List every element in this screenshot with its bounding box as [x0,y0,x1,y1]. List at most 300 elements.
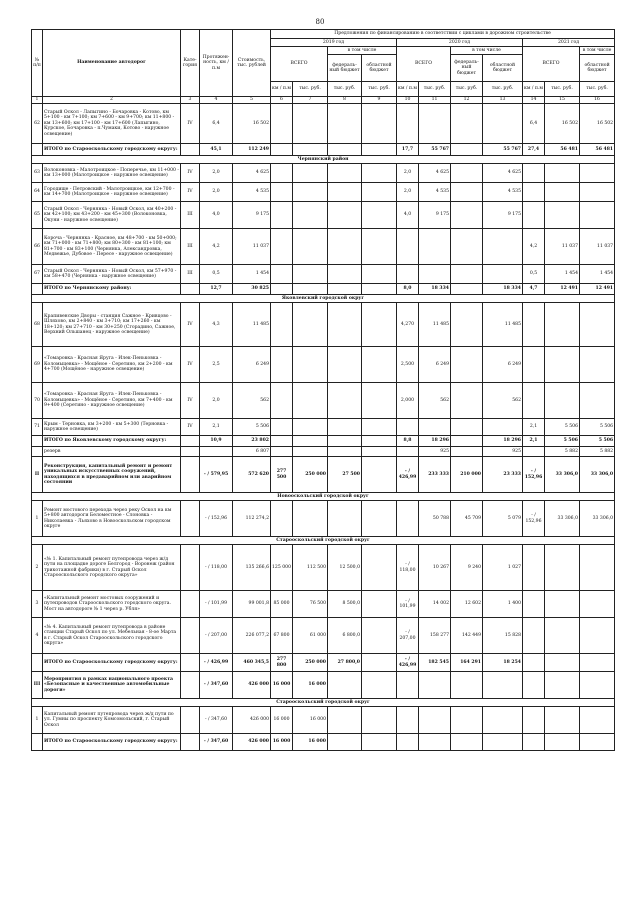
cell-value: IV [181,347,200,383]
cell-value [451,734,483,751]
cell-value: 5 079 [483,501,523,537]
cell-value: 45,1 [200,144,233,156]
table-row [32,419,615,436]
row-number: 3 [32,591,43,618]
cell-value: 2,1 [200,419,233,436]
cell-value: 16 000 [271,707,293,734]
cell-value [451,202,483,229]
column-number: 9 [362,97,397,104]
cell-value [545,734,580,751]
cell-value [397,501,419,537]
column-number-row [32,97,615,104]
total-row [32,144,615,156]
cell-value: 18 296 [419,436,451,447]
row-number: 70 [32,383,43,419]
cell-value [545,591,580,618]
cell-value [293,383,328,419]
cell-value [545,545,580,591]
cell-value: 12 491 [580,284,615,295]
cell-value: 226 077,2 [233,618,271,654]
cell-value [328,672,362,699]
road-name: Капитальный ремонт путепровода через ж/д пути по ул. Гумны по проспекту Комсомольский, г. Старый Оскол [43,707,181,734]
cell-value [362,183,397,202]
cell-value [545,347,580,383]
column-number: 6 [271,97,293,104]
cell-value [523,672,545,699]
cell-value [328,734,362,751]
cell-value: 158 277 [419,618,451,654]
cell-value: 16 000 [271,672,293,699]
row-number: 63 [32,164,43,183]
table-row [32,202,615,229]
cell-value: IV [181,183,200,202]
cell-value: 6,4 [200,104,233,144]
cell-value [181,734,200,751]
cell-value [362,734,397,751]
total-row [32,672,615,699]
header-2019-incl: в том числе [328,47,397,55]
cell-value: 562 [233,383,271,419]
cell-value: 2,0 [200,164,233,183]
column-number: 11 [419,97,451,104]
cell-value [451,436,483,447]
cell-value [271,265,293,284]
table-row [32,265,615,284]
cell-value [362,303,397,347]
cell-value: 562 [419,383,451,419]
cell-value: IV [181,419,200,436]
column-number: 13 [483,97,523,104]
cell-value: - / 347,60 [200,672,233,699]
cell-value: - / 101,99 [200,591,233,618]
section-heading: Старооскольский городской округ [32,537,615,545]
cell-value: 9 240 [451,545,483,591]
cell-value: - / 118,00 [397,545,419,591]
total-row [32,654,615,672]
cell-value [328,183,362,202]
cell-value: 5 506 [545,419,580,436]
road-name: Старый Оскол - Чернянка - Новый Оскол, км 57+970 - км 58+470 (Чернянка - наружное освещение) [43,265,181,284]
cell-value [293,104,328,144]
cell-value: - / 207,00 [397,618,419,654]
row-number: 68 [32,303,43,347]
cell-value [293,202,328,229]
cell-value [271,183,293,202]
cell-value [362,707,397,734]
cell-value [523,447,545,457]
header-unit-km: км / п.м [523,82,545,97]
cell-value [328,265,362,284]
cell-value: 0,5 [523,265,545,284]
cell-value [293,303,328,347]
header-cost: Стоимость, тыс. рублей [233,30,271,97]
cell-value [328,347,362,383]
cell-value [545,618,580,654]
cell-value [545,654,580,672]
header-unit-tr: тыс. руб. [419,82,451,97]
table-row [32,104,615,144]
cell-value [419,707,451,734]
header-2021-total: ВСЕГО [523,47,580,82]
cell-value: 2,500 [397,347,419,383]
cell-value [181,144,200,156]
cell-value [483,104,523,144]
cell-value: 45 709 [451,501,483,537]
cell-value: 426 000 [233,734,271,751]
cell-value [328,447,362,457]
roads-financing-table [31,29,615,751]
cell-value [451,447,483,457]
cell-value [580,202,615,229]
cell-value: 4 625 [419,164,451,183]
cell-value [271,104,293,144]
cell-value [451,303,483,347]
header-unit-tr: тыс. руб. [483,82,523,97]
row-number [32,436,43,447]
row-number: 71 [32,419,43,436]
cell-value [362,104,397,144]
cell-value: 572 620 [233,457,271,493]
cell-value [271,284,293,295]
road-name: ИТОГО по Старооскольскому городскому округу: [43,654,181,672]
cell-value: - / 347,60 [200,707,233,734]
cell-value: 18 254 [483,654,523,672]
cell-value [181,447,200,457]
header-unit-tr: тыс. руб. [362,82,397,97]
cell-value [397,229,419,265]
column-number: 14 [523,97,545,104]
cell-value: 2,0 [200,383,233,419]
table-body [32,104,615,751]
cell-value: 1 400 [483,591,523,618]
cell-value: 233 333 [419,457,451,493]
row-number: II [32,457,43,493]
cell-value: 12,7 [200,284,233,295]
cell-value: 27 800,0 [328,654,362,672]
cell-value: 2,0 [397,183,419,202]
section-heading-row [32,493,615,501]
cell-value: 4,0 [397,202,419,229]
cell-value: 9 175 [483,202,523,229]
cell-value [293,447,328,457]
table-row [32,164,615,183]
cell-value [483,229,523,265]
row-number: 2 [32,545,43,591]
cell-value: 23 333 [483,457,523,493]
column-number: 4 [200,97,233,104]
cell-value [293,183,328,202]
cell-value [293,229,328,265]
cell-value: 11 485 [419,303,451,347]
cell-value: 33 306,0 [580,501,615,537]
cell-value [419,734,451,751]
cell-value [483,672,523,699]
section-heading: Яковлевский городской округ [32,295,615,303]
cell-value [181,436,200,447]
cell-value: 33 306,0 [580,457,615,493]
cell-value: 67 800 [271,618,293,654]
road-name: Волоконовка - Малотроицкое - Поперечье, км 11+000 - км 13+000 (Малотроицкое - наружное освещение) [43,164,181,183]
road-name: «Томаровка - Красная Яруга - Илек-Пеньковка - Коломыцевка» - Мощёное - Серетино, км 7+400 - км 9+400 (Серетино - наружное освещение) [43,383,181,419]
table-header [32,30,615,104]
cell-value [483,265,523,284]
road-name: Реконструкция, капитальный ремонт и ремонт уникальных искусственных сооружений, находящихся в предаварийном или аварийном состоянии [43,457,181,493]
cell-value [451,707,483,734]
header-2020-total: ВСЕГО [397,47,451,82]
cell-value: III [181,265,200,284]
cell-value [362,284,397,295]
cell-value: 426 000 [233,707,271,734]
cell-value: 4 535 [419,183,451,202]
cell-value [451,144,483,156]
cell-value: 562 [483,383,523,419]
column-number: 8 [328,97,362,104]
cell-value: - / 579,95 [200,457,233,493]
row-number: 65 [32,202,43,229]
cell-value: 112 500 [293,545,328,591]
cell-value [419,265,451,284]
cell-value [362,419,397,436]
cell-value: 0,5 [200,265,233,284]
cell-value: - / 152,96 [523,457,545,493]
header-no: № п/п [32,30,43,97]
cell-value: 12 602 [451,591,483,618]
cell-value [181,457,200,493]
cell-value [362,654,397,672]
cell-value: - / 152,96 [200,501,233,537]
cell-value: - / 426,99 [397,457,419,493]
cell-value: 277 500 [271,457,293,493]
cell-value: 16 502 [233,104,271,144]
cell-value: 1 454 [580,265,615,284]
cell-value [451,104,483,144]
cell-value [271,419,293,436]
cell-value: III [181,202,200,229]
cell-value [271,447,293,457]
table-row [32,545,615,591]
cell-value [362,436,397,447]
section-heading-row [32,537,615,545]
cell-value [580,347,615,383]
cell-value: 27 500 [328,457,362,493]
cell-value [451,672,483,699]
cell-value [397,707,419,734]
cell-value [293,284,328,295]
cell-value: 9 175 [419,202,451,229]
cell-value: 5 882 [545,447,580,457]
cell-value [328,144,362,156]
cell-value: 16 000 [293,734,328,751]
road-name: Старый Оскол - Лапыгино - Бочаровка - Котово, км 5+100 - км 7+100; км 7+600 - км 9+700; км 11+800 - км 13+600; км 17+100 - км 17+600 (Лапыгино, Курское, Бочаровка - п.Чумаки, Котово - наружное освещение) [43,104,181,144]
cell-value: 460 345,5 [233,654,271,672]
cell-value [293,347,328,383]
cell-value: 50 788 [419,501,451,537]
cell-value [328,707,362,734]
cell-value: 16 000 [271,734,293,751]
row-number: 1 [32,707,43,734]
cell-value: 6 800,0 [328,618,362,654]
cell-value: 76 500 [293,591,328,618]
cell-value [451,265,483,284]
cell-value: 16 502 [545,104,580,144]
table-row [32,383,615,419]
cell-value [545,707,580,734]
cell-value: 4,2 [200,229,233,265]
cell-value: 16 000 [293,672,328,699]
cell-value: - / 118,00 [200,545,233,591]
header-2020-federal: федераль-ный бюджет [451,55,483,82]
cell-value [397,419,419,436]
table-row [32,591,615,618]
cell-value [293,144,328,156]
section-heading-row [32,156,615,164]
road-name: ИТОГО по Старооскольскому городскому округу: [43,734,181,751]
column-number: 7 [293,97,328,104]
cell-value [545,672,580,699]
cell-value: 6 249 [233,347,271,383]
road-name: резерв [43,447,181,457]
column-number: 12 [451,97,483,104]
road-name: Городище - Петровский - Малотроицкое, км 12+700 - км 14+700 (Малотроицкое - наружное освещение) [43,183,181,202]
cell-value: 125 000 [271,545,293,591]
cell-value [271,202,293,229]
cell-value: 1 454 [545,265,580,284]
cell-value [328,284,362,295]
road-name: Старый Оскол - Чернянка - Новый Оскол, км 40+200 - км 42+100; км 43+200 - км 45+300 (Волоконовка, Окуни - наружное освещение) [43,202,181,229]
cell-value: 1 454 [233,265,271,284]
header-2019-total: ВСЕГО [271,47,328,82]
road-name: Короча - Чернянка - Красное, км 48+700 - км 50+000; км 71+000 - км 71+800; км 80+300 - км 81+100; км 81+700 - км 83+100 (Чернянка, Александровка, Медвежье, Дубовое - Пересе - наружное освещение) [43,229,181,265]
cell-value: 27,4 [523,144,545,156]
cell-value [397,734,419,751]
header-unit-tr: тыс. руб. [328,82,362,97]
cell-value: 8,0 [397,284,419,295]
row-number [32,447,43,457]
cell-value: 18 296 [483,436,523,447]
cell-value [362,202,397,229]
cell-value [451,383,483,419]
header-2021-incl: в том числе [580,47,615,55]
cell-value [181,654,200,672]
cell-value: 4,2 [523,229,545,265]
cell-value: 11 485 [483,303,523,347]
cell-value: 14 002 [419,591,451,618]
cell-value: 16 502 [580,104,615,144]
cell-value [483,707,523,734]
row-number [32,654,43,672]
cell-value: 15 828 [483,618,523,654]
cell-value [181,284,200,295]
cell-value [580,303,615,347]
cell-value: 2,0 [397,164,419,183]
cell-value: 8 500,0 [328,591,362,618]
cell-value [523,383,545,419]
row-number: 64 [32,183,43,202]
column-number: 3 [181,97,200,104]
cell-value [328,383,362,419]
row-number [32,144,43,156]
cell-value: 4,0 [200,202,233,229]
road-name: «№ 1. Капитальный ремонт путепровода через ж/д пути на площадке дороге Белгород - Воронеж (район трикотажной фабрики) в г. Старый Оскол Старооскольского городского округа» [43,545,181,591]
cell-value [580,164,615,183]
cell-value: 4,270 [397,303,419,347]
cell-value [271,303,293,347]
cell-value: 2,0 [200,183,233,202]
cell-value: 182 545 [419,654,451,672]
cell-value: 5 506 [580,419,615,436]
header-category: Кате-гория [181,30,200,97]
cell-value: 18 334 [419,284,451,295]
cell-value [362,457,397,493]
column-number: 2 [43,97,181,104]
cell-value [523,654,545,672]
row-number: 62 [32,104,43,144]
cell-value [451,419,483,436]
table-row [32,618,615,654]
table-row [32,707,615,734]
cell-value [271,229,293,265]
cell-value [271,144,293,156]
header-unit-tr: тыс. руб. [580,82,615,97]
cell-value [451,229,483,265]
total-row [32,457,615,493]
road-name: ИТОГО по Чернянскому району: [43,284,181,295]
cell-value [181,672,200,699]
section-heading-row [32,295,615,303]
cell-value [362,144,397,156]
cell-value: 5 506 [233,419,271,436]
cell-value [580,734,615,751]
cell-value: 5 506 [580,436,615,447]
cell-value [397,672,419,699]
row-number: 67 [32,265,43,284]
cell-value [523,164,545,183]
cell-value [451,183,483,202]
cell-value: - / 207,00 [200,618,233,654]
cell-value: 164 291 [451,654,483,672]
row-number: 69 [32,347,43,383]
header-year-2020: 2020 год [397,39,523,47]
column-number: 16 [580,97,615,104]
row-number: 66 [32,229,43,265]
cell-value [362,347,397,383]
cell-value [523,707,545,734]
cell-value: 55 767 [419,144,451,156]
cell-value [483,419,523,436]
cell-value: 10,9 [200,436,233,447]
cell-value: 2,1 [523,436,545,447]
total-row [32,284,615,295]
cell-value: 112 249 [233,144,271,156]
row-number [32,734,43,751]
road-name: «Капитальный ремонт мостовых сооружений и путепроводов Старооскольского городского округа. Мост на автодороге № 1 через р. Убля» [43,591,181,618]
cell-value [181,501,200,537]
cell-value: 426 000 [233,672,271,699]
cell-value: 4,7 [523,284,545,295]
cell-value [181,591,200,618]
cell-value [328,164,362,183]
table-row [32,347,615,383]
cell-value [271,501,293,537]
cell-value: 2,5 [200,347,233,383]
cell-value: 33 306,0 [545,501,580,537]
cell-value [293,164,328,183]
cell-value: - / 347,60 [200,734,233,751]
cell-value [362,265,397,284]
header-unit-km: км / п.м [397,82,419,97]
cell-value [545,164,580,183]
cell-value: - / 152,96 [523,501,545,537]
